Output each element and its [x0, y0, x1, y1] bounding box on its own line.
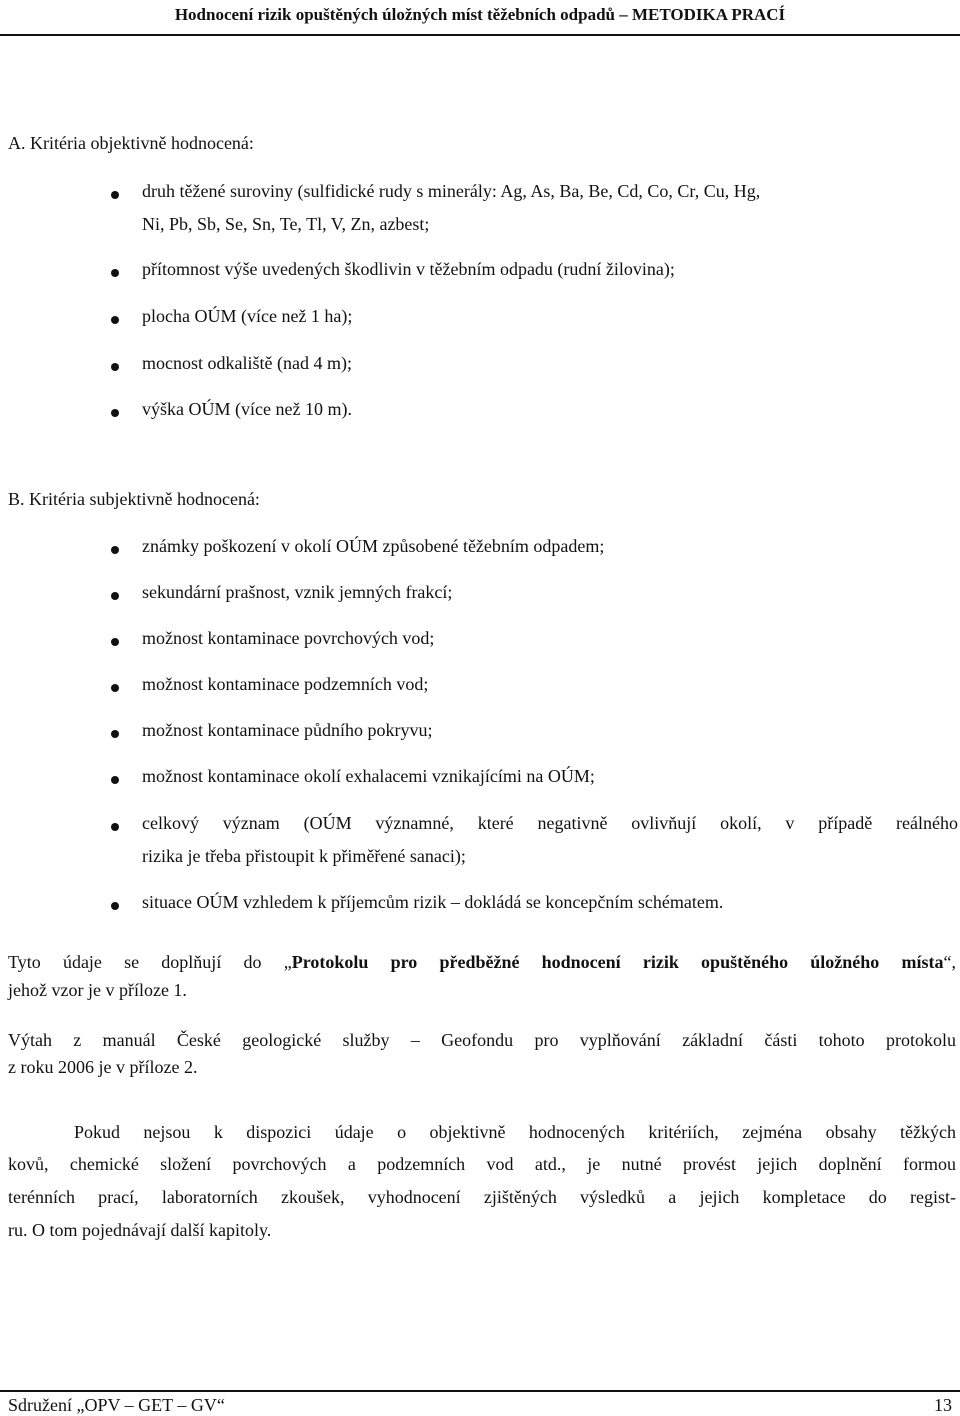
paragraph-1-suffix: “, [943, 952, 956, 972]
list-item-text: celkový význam (OÚM významné, které negativně ovlivňují okolí, v případě reálného [142, 813, 958, 833]
paragraph-1-line-1 [8, 952, 956, 973]
footer-organization: Sdružení „OPV – GET – GV“ [8, 1395, 225, 1415]
paragraph-1-prefix: Tyto údaje se doplňují do „ [8, 952, 292, 972]
paragraph-3-line-3: terénních prací, laboratorních zkoušek, vyhodnocení zjištěných výsledků a jejich kompletace do regist- [8, 1187, 956, 1207]
protocol-title: Protokolu pro předběžné hodnocení rizik opuštěného úložného místa [291, 952, 944, 972]
list-item-text-cont: rizika je třeba přistoupit k přiměřené sanaci); [142, 846, 466, 866]
paragraph-2-line-1: Výtah z manuál České geologické služby – Geofondu pro vyplňování základní části tohoto protokolu [8, 1030, 956, 1050]
list-item-text: možnost kontaminace půdního pokryvu; [142, 720, 433, 740]
bullet-icon [111, 269, 119, 277]
header-title: Hodnocení rizik opuštěných úložných míst těžebních odpadů – METODIKA PRACÍ [174, 5, 786, 24]
list-item-text: výška OÚM (více než 10 m). [142, 399, 352, 419]
page-header [0, 0, 960, 36]
bullet-icon [111, 776, 119, 784]
footer-divider [0, 1390, 960, 1392]
paragraph-3-line-4: ru. O tom pojednávají další kapitoly. [8, 1220, 272, 1240]
bullet-icon [111, 409, 119, 417]
bullet-icon [111, 823, 119, 831]
list-item-text: situace OÚM vzhledem k příjemcům rizik – dokládá se koncepčním schématem. [142, 892, 724, 912]
list-item-text: druh těžené suroviny (sulfidické rudy s minerály: Ag, As, Ba, Be, Cd, Co, Cr, Cu, Hg, [142, 181, 761, 201]
bullet-icon [111, 592, 119, 600]
bullet-icon [111, 902, 119, 910]
section-b-heading: B. Kritéria subjektivně hodnocená: [8, 489, 260, 509]
paragraph-3-line-1: Pokud nejsou k dispozici údaje o objektivně hodnocených kritériích, zejména obsahy těžkých [74, 1122, 956, 1142]
bullet-icon [111, 638, 119, 646]
list-item-text: mocnost odkaliště (nad 4 m); [142, 353, 352, 373]
paragraph-1-line-2: jehož vzor je v příloze 1. [8, 980, 187, 1000]
list-item-text-cont: Ni, Pb, Sb, Se, Sn, Te, Tl, V, Zn, azbest; [142, 214, 430, 234]
list-item-text: plocha OÚM (více než 1 ha); [142, 306, 353, 326]
section-a-heading: A. Kritéria objektivně hodnocená: [8, 133, 254, 153]
list-item-text: sekundární prašnost, vznik jemných frakcí; [142, 582, 453, 602]
bullet-icon [111, 546, 119, 554]
bullet-icon [111, 730, 119, 738]
list-item-text: možnost kontaminace povrchových vod; [142, 628, 435, 648]
list-item-text: možnost kontaminace podzemních vod; [142, 674, 429, 694]
list-item-text: možnost kontaminace okolí exhalacemi vznikajícími na OÚM; [142, 766, 595, 786]
bullet-icon [111, 316, 119, 324]
page-number: 13 [934, 1395, 952, 1415]
list-item-text: přítomnost výše uvedených škodlivin v těžebním odpadu (rudní žilovina); [142, 259, 675, 279]
bullet-icon [111, 684, 119, 692]
list-item-text: známky poškození v okolí OÚM způsobené těžebním odpadem; [142, 536, 605, 556]
bullet-icon [111, 363, 119, 371]
paragraph-3-line-2: kovů, chemické složení povrchových a podzemních vod atd., je nutné provést jejich doplnění formou [8, 1154, 956, 1174]
bullet-icon [111, 191, 119, 199]
paragraph-2-line-2: z roku 2006 je v příloze 2. [8, 1057, 198, 1077]
